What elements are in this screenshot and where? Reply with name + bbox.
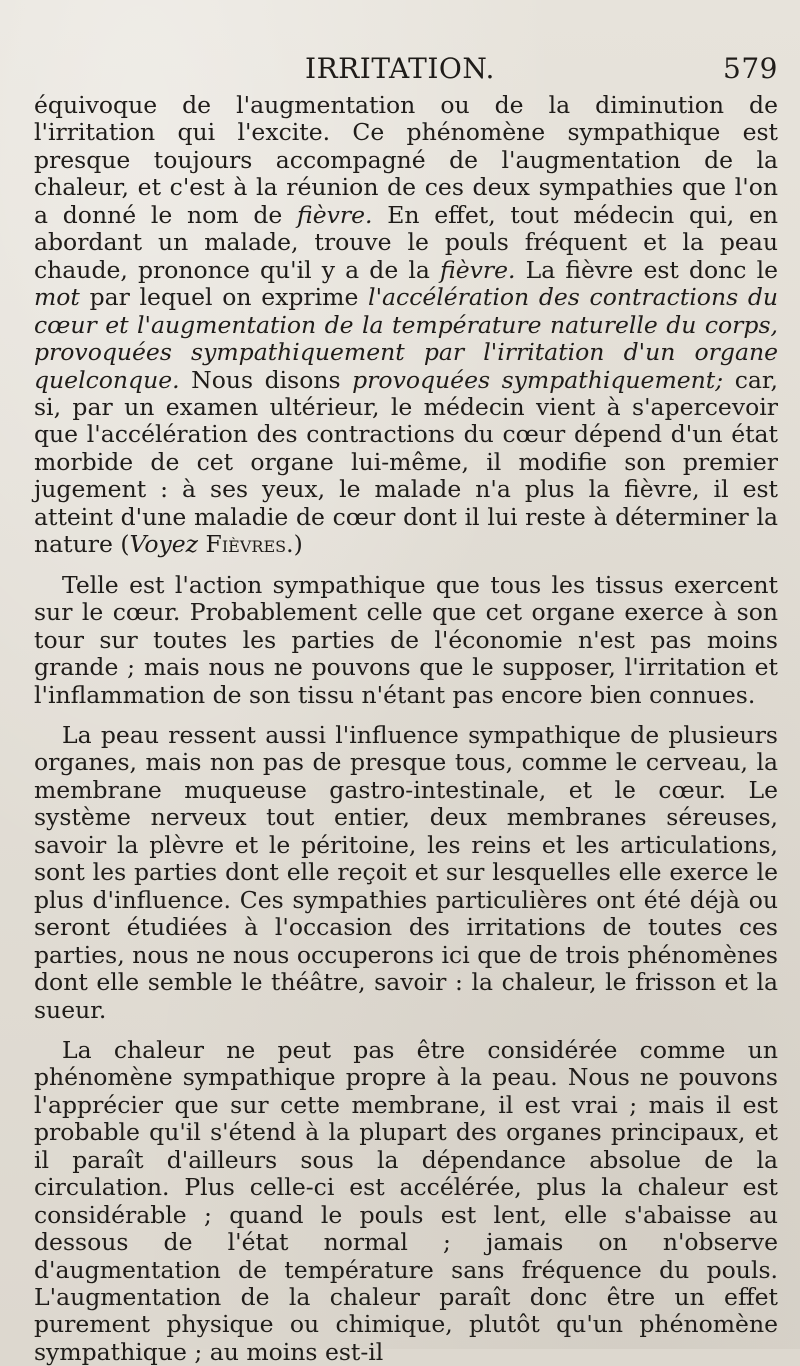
- page-header: [0, 52, 800, 96]
- paragraph-1-segment-7: .): [286, 530, 303, 559]
- paragraph-2: Telle est l'action sympathique que tous les tissus exercent sur le cœur. Probablement celle que cet organe exerce à son tour sur toutes les parties de l'économie n'est pas moins grande ; mais nous ne pouvons que le supposer, l'irritation et l'inflammation de son tissu n'étant pas encore bien connues.: [34, 570, 778, 709]
- italic-definition: l'accélération des contractions du cœur et l'augmentation de la température naturelle du corps, provoquées sympathiquement par l'irritation d'un organe quelconque.: [34, 283, 779, 394]
- paragraph-1-segment-2: En effet, tout médecin qui, en abordant un malade, trouve le pouls fréquent et la peau chaude, prononce qu'il y a de la: [34, 200, 778, 284]
- paragraph-1-segment-4: par lequel on exprime: [79, 283, 369, 312]
- italic-phrase: provoquées sympathiquement;: [352, 365, 724, 394]
- italic-term-fievre-2: fièvre.: [440, 255, 516, 284]
- paragraph-1-segment-6: car, si, par un examen ultérieur, le médecin vient à s'apercevoir que l'accélération des contractions du cœur dépend d'un état morbide de cet organe lui-même, il modifie son premier jugement : à ses yeux, le malade n'a plus la fièvre, il est atteint d'une maladie de cœur dont il lui reste à déterminer la nature (: [34, 365, 778, 559]
- paragraph-1: [34, 92, 778, 559]
- paragraph-1-segment-5: Nous disons: [179, 365, 353, 394]
- cross-reference-space: [198, 530, 205, 558]
- cross-reference-voyez: Voyez: [129, 530, 199, 559]
- body-text: [34, 92, 778, 1366]
- italic-term-fievre-1: fièvre.: [297, 200, 373, 229]
- italic-term-mot: mot: [34, 283, 80, 312]
- running-head: IRRITATION.: [305, 52, 495, 85]
- paragraph-3: La peau ressent aussi l'influence sympathique de plusieurs organes, mais non pas de presque tous, comme le cerveau, la membrane muqueuse gastro-intestinale, et le cœur. Le système nerveux tout entier, deux membranes séreuses, savoir la plèvre et le péritoine, les reins et les articulations, sont les parties dont elle reçoit et sur lesquelles elle exerce le plus d'influence. Ces sympathies particulières ont été déjà ou seront étudiées à l'occasion des irritations de toutes ces parties, nous ne nous occuperons ici que de trois phénomènes dont elle semble le théâtre, savoir : la chaleur, le frisson et la sueur.: [34, 720, 778, 1024]
- paragraph-4: La chaleur ne peut pas être considérée comme un phénomène sympathique propre à la peau. Nous ne pouvons l'apprécier que sur cette membrane, il est vrai ; mais il est probable qu'il s'étend à la plupart des organes principaux, et il paraît d'ailleurs sous la dépendance absolue de la circulation. Plus celle-ci est accélérée, plus la chaleur est considérable ; quand le pouls est lent, elle s'abaisse au dessous de l'état normal ; jamais on n'observe d'augmentation de température sans fréquence du pouls. L'augmentation de la chaleur paraît donc être un effet purement physique ou chimique, plutôt qu'un phénomène sympathique ; au moins est-il: [34, 1035, 778, 1366]
- paragraph-1-segment-3: La fièvre est donc le: [515, 255, 778, 284]
- page-number: 579: [723, 52, 778, 85]
- paragraph-1-segment-1: équivoque de l'augmentation ou de la diminution de l'irritation qui l'excite. Ce phénomène sympathique est presque toujours accompagné de l'augmentation de la chaleur, et c'est à la réunion de ces deux sympathies que l'on a donné le nom de: [34, 91, 778, 229]
- cross-reference-fievres: Fièvres: [205, 530, 287, 559]
